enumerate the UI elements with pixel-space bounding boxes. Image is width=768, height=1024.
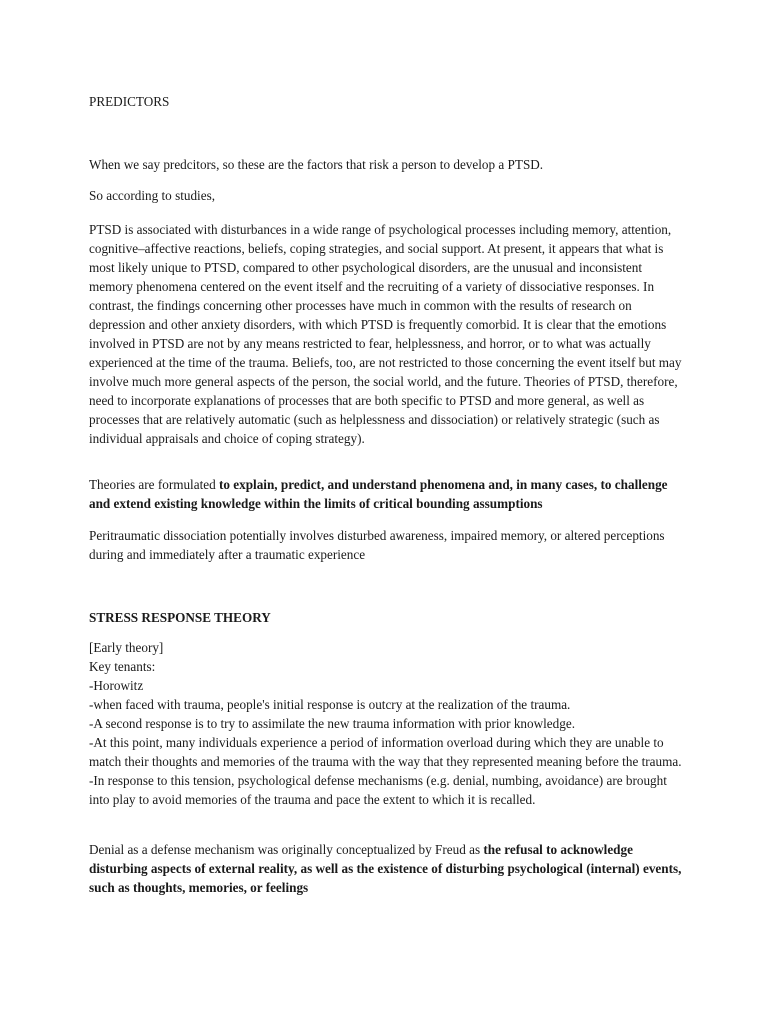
theories-bold: to explain, predict, and understand phenomena and, in many cases, to challenge and extend existing knowledge within the limits of critical bounding assumptions <box>89 477 668 511</box>
denial-paragraph <box>89 840 689 897</box>
intro-paragraph: When we say predcitors, so these are the factors that risk a person to develop a PTSD. <box>89 157 544 172</box>
section-heading-predictors: PREDICTORS <box>89 94 170 109</box>
early-line: -Horowitz <box>89 678 144 693</box>
early-line: Key tenants: <box>89 659 156 674</box>
peritraumatic-paragraph: Peritraumatic dissociation potentially involves disturbed awareness, impaired memory, or altered perceptions during and immediately after a traumatic experience <box>89 528 665 562</box>
theories-prefix: Theories are formulated <box>89 477 219 492</box>
section-title-stress-response: STRESS RESPONSE THEORY <box>89 610 271 625</box>
early-line: -At this point, many individuals experience a period of information overload during which they are unable to match their thoughts and memories of the trauma with the way that they represented meaning before the trauma. <box>89 735 682 769</box>
early-line: -In response to this tension, psychological defense mechanisms (e.g. denial, numbing, avoidance) are brought into play to avoid memories of the trauma and pace the extent to which it is recalled. <box>89 773 667 807</box>
early-line: -when faced with trauma, people's initial response is outcry at the realization of the trauma. <box>89 697 571 712</box>
denial-bold: the refusal to acknowledge disturbing aspects of external reality, as well as the existence of disturbing psychological (internal) events, such as thoughts, memories, or feelings <box>89 842 682 895</box>
ptsd-paragraph: PTSD is associated with disturbances in a wide range of psychological processes including memory, attention, cognitive–affective reactions, beliefs, coping strategies, and social support. At present, it appears that what is most likely unique to PTSD, compared to other psychological disorders, are the unusual and inconsistent memory phenomena centered on the event itself and the recruiting of a variety of dissociative responses. In contrast, the findings concerning other processes have much in common with the results of research on depression and other anxiety disorders, with which PTSD is frequently comorbid. It is clear that the emotions involved in PTSD are not by any means restricted to fear, helplessness, and horror, or to what was actually experienced at the time of the trauma. Beliefs, too, are not restricted to those concerning the event itself but may involve much more general aspects of the person, the social world, and the future. Theories of PTSD, therefore, need to incorporate explanations of processes that are both specific to PTSD and more general, as well as processes that are relatively automatic (such as helplessness and dissociation) or relatively strategic (such as individual appraisals and choice of coping strategy). <box>89 222 682 446</box>
early-line: [Early theory] <box>89 640 164 655</box>
early-line: -A second response is to try to assimilate the new trauma information with prior knowledge. <box>89 716 575 731</box>
according-paragraph: So according to studies, <box>89 188 215 203</box>
theories-paragraph <box>89 475 689 513</box>
denial-prefix: Denial as a defense mechanism was originally conceptualized by Freud as <box>89 842 484 857</box>
early-theory-list <box>89 638 689 809</box>
